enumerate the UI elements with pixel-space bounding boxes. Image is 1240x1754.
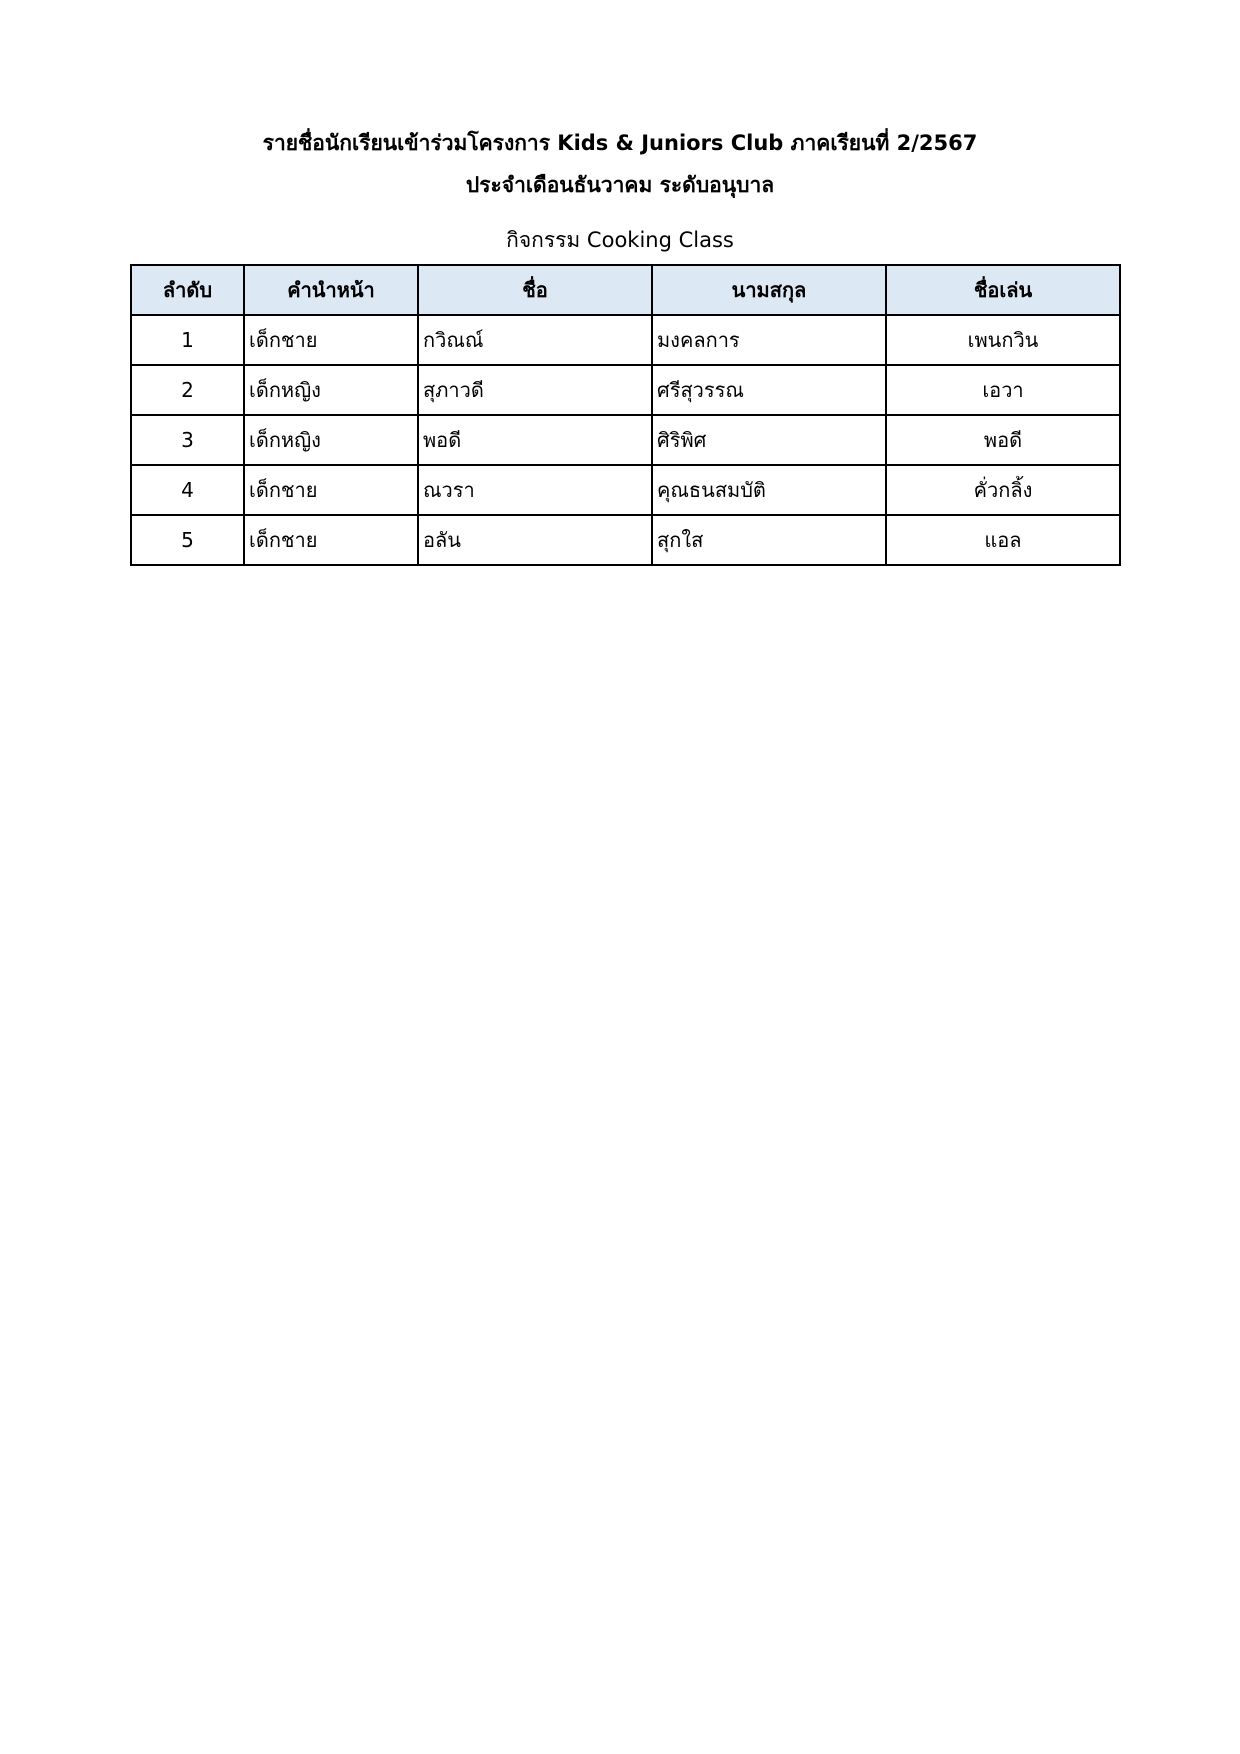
table-header-row	[131, 265, 1120, 315]
table-row	[131, 315, 1120, 365]
cell-last-name: มงคลการ	[652, 315, 886, 365]
cell-last-name: ศิริพิศ	[652, 415, 886, 465]
table-row	[131, 465, 1120, 515]
cell-nickname: เอวา	[886, 365, 1120, 415]
document-subtitle: ประจำเดือนธันวาคม ระดับอนุบาล	[465, 173, 775, 197]
cell-order: 2	[131, 365, 244, 415]
cell-nickname: เพนกวิน	[886, 315, 1120, 365]
cell-prefix: เด็กชาย	[244, 465, 418, 515]
header-last-name: นามสกุล	[652, 265, 886, 315]
cell-first-name: สุภาวดี	[418, 365, 652, 415]
cell-last-name: ศรีสุวรรณ	[652, 365, 886, 415]
cell-first-name: ณวรา	[418, 465, 652, 515]
cell-nickname: คั่วกลิ้ง	[886, 465, 1120, 515]
cell-first-name: กวิณณ์	[418, 315, 652, 365]
cell-prefix: เด็กหญิง	[244, 365, 418, 415]
table-row	[131, 515, 1120, 565]
table-row	[131, 415, 1120, 465]
cell-first-name: อลัน	[418, 515, 652, 565]
student-roster-table	[130, 264, 1121, 566]
cell-order: 4	[131, 465, 244, 515]
cell-prefix: เด็กหญิง	[244, 415, 418, 465]
cell-order: 1	[131, 315, 244, 365]
cell-first-name: พอดี	[418, 415, 652, 465]
header-prefix: คำนำหน้า	[244, 265, 418, 315]
cell-order: 5	[131, 515, 244, 565]
activity-title: กิจกรรม Cooking Class	[506, 228, 734, 252]
header-nickname: ชื่อเล่น	[886, 265, 1120, 315]
cell-prefix: เด็กชาย	[244, 315, 418, 365]
cell-nickname: แอล	[886, 515, 1120, 565]
header-first-name: ชื่อ	[418, 265, 652, 315]
cell-last-name: สุกใส	[652, 515, 886, 565]
header-order: ลำดับ	[131, 265, 244, 315]
document-title: รายชื่อนักเรียนเข้าร่วมโครงการ Kids & Juniors Club ภาคเรียนที่ 2/2567	[262, 131, 978, 155]
cell-order: 3	[131, 415, 244, 465]
table-row	[131, 365, 1120, 415]
cell-prefix: เด็กชาย	[244, 515, 418, 565]
cell-nickname: พอดี	[886, 415, 1120, 465]
cell-last-name: คุณธนสมบัติ	[652, 465, 886, 515]
